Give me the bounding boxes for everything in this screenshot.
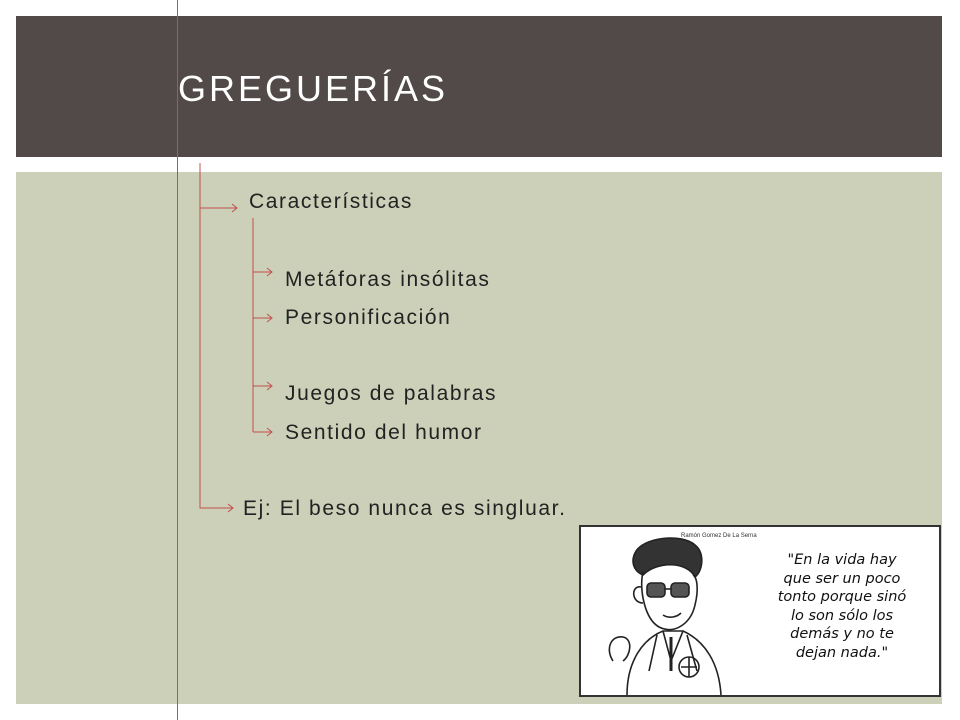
slide-title: GREGUERÍAS: [178, 68, 449, 109]
bullet-personificacion: Personificación: [285, 306, 452, 329]
quote-author: Ramón Gomez De La Serna: [681, 533, 757, 539]
quote-line: que ser un poco: [783, 570, 901, 587]
bullet-humor: Sentido del humor: [285, 421, 483, 444]
trunk-connector: [200, 163, 232, 508]
quote-text: [747, 551, 937, 662]
quote-line: dejan nada.": [795, 644, 889, 661]
quote-line: demás y no te: [790, 626, 894, 642]
heading-caracteristicas: Características: [249, 190, 414, 213]
bullet-juegos: Juegos de palabras: [285, 382, 498, 405]
bullet-metaforas: Metáforas insólitas: [285, 268, 491, 291]
quote-card: [579, 525, 941, 697]
example-text: Ej: El beso nunca es singluar.: [243, 497, 567, 520]
quote-line: lo son sólo los: [790, 607, 894, 624]
quote-line: "En la vida hay: [787, 552, 897, 568]
caricature-portrait-icon: [587, 531, 747, 695]
quote-line: tonto porque sinó: [777, 589, 907, 605]
